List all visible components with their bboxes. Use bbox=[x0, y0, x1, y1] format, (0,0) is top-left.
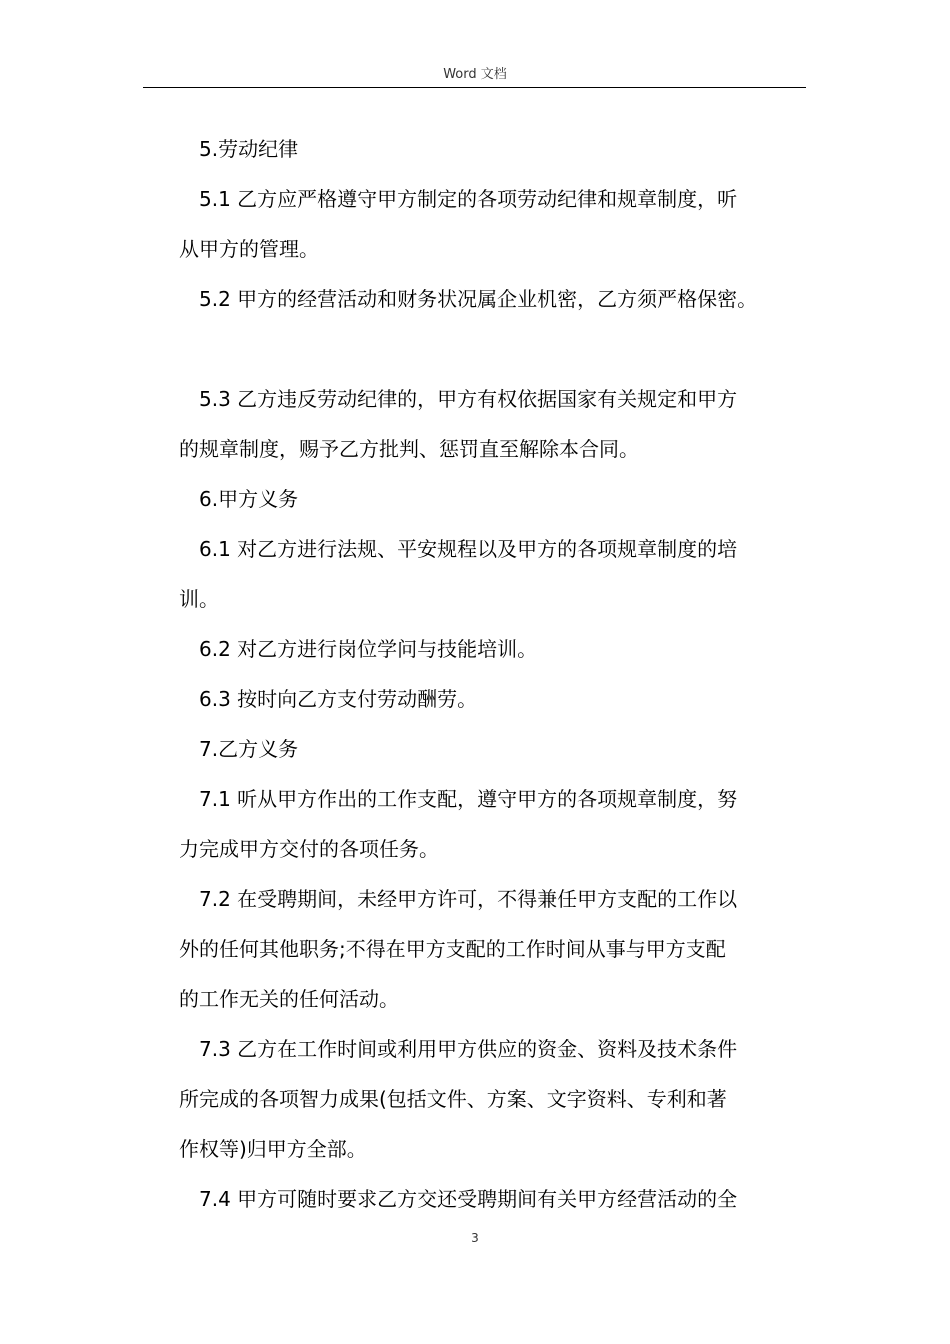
header-divider bbox=[143, 87, 806, 88]
clause-6-2: 6.2 对乙方进行岗位学问与技能培训。 bbox=[199, 637, 538, 661]
clause-5-3: 5.3 乙方违反劳动纪律的，甲方有权依据国家有关规定和甲方 的规章制度，赐予乙方批判、惩罚直至解除本合同。 bbox=[179, 387, 738, 461]
blank-paragraph bbox=[179, 324, 819, 374]
section-heading-7: 7.乙方义务 bbox=[199, 737, 299, 761]
section-heading-6: 6.甲方义务 bbox=[199, 487, 299, 511]
clause-6-1: 6.1 对乙方进行法规、平安规程以及甲方的各项规章制度的培 训。 bbox=[179, 537, 738, 611]
page-header: Word 文档 bbox=[443, 67, 507, 82]
clause-7-1: 7.1 听从甲方作出的工作支配，遵守甲方的各项规章制度，努 力完成甲方交付的各项任务。 bbox=[179, 787, 738, 861]
clause-6-3: 6.3 按时向乙方支付劳动酬劳。 bbox=[199, 687, 478, 711]
document-body bbox=[179, 124, 819, 1224]
section-heading-5: 5.劳动纪律 bbox=[199, 137, 299, 161]
page-number: 3 bbox=[471, 1231, 479, 1245]
clause-5-1: 5.1 乙方应严格遵守甲方制定的各项劳动纪律和规章制度，听 从甲方的管理。 bbox=[179, 187, 738, 261]
clause-7-3: 7.3 乙方在工作时间或利用甲方供应的资金、资料及技术条件 所完成的各项智力成果(包括文件、方案、文字资料、专利和著 作权等)归甲方全部。 bbox=[179, 1037, 738, 1161]
clause-7-2: 7.2 在受聘期间，未经甲方许可，不得兼任甲方支配的工作以 外的任何其他职务;不得在甲方支配的工作时间从事与甲方支配 的工作无关的任何活动。 bbox=[179, 887, 738, 1011]
clause-5-2: 5.2 甲方的经营活动和财务状况属企业机密，乙方须严格保密。 bbox=[199, 287, 758, 311]
clause-7-4: 7.4 甲方可随时要求乙方交还受聘期间有关甲方经营活动的全 bbox=[199, 1187, 738, 1211]
